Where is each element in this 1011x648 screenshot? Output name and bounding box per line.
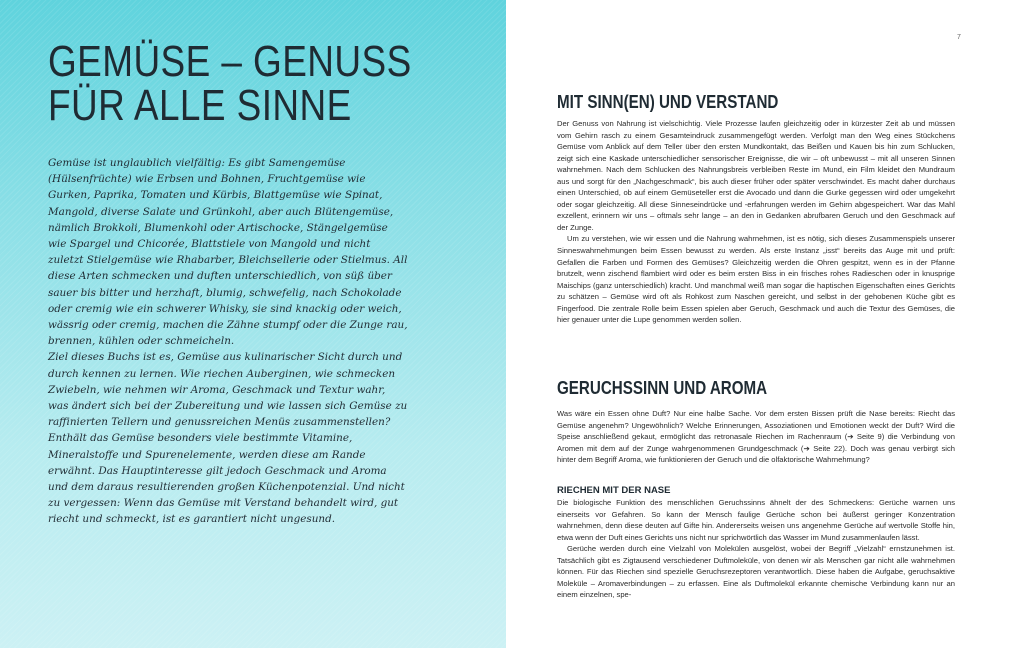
- right-page: [506, 0, 1011, 648]
- section-body-sinnen: [557, 118, 955, 326]
- subsection-body-riechen: [557, 497, 955, 601]
- body-paragraph: Die biologische Funktion des menschlichen Geruchssinns ähnelt der des Schmeckens: Gerüche warnen uns einerseits vor Gefahren. So kann der Mensch faulige Gerüche schon bei äußerst geringer Konzentration wahrnehmen, denn diese deuten auf Gifte hin. Andererseits weisen uns angenehme Gerüche auf wertvolle Stoffe hin, etwa wenn der Duft eines Gerichts uns nicht nur sprichwörtlich das Wasser im Mund zusammenlaufen lässt.: [557, 498, 955, 542]
- intro-paragraph-2: Ziel dieses Buchs ist es, Gemüse aus kulinarischer Sicht durch und durch kennen zu lernen. Wie riechen Auberginen, wie schmecken Zwiebeln, wie nehmen wir Aroma, Geschmack und Textur wahr, was ändert sich bei der Zubereitung und wie lassen sich Gemüse zu raffinierten Tellern und genussreichen Menüs zusammenstellen? Enthält das Gemüse besonders viele bestimmte Vitamine, Mineralstoffe und Spurenelemente, werden diese am Rande erwähnt. Das Hauptinteresse gilt jedoch Geschmack und Aroma und dem daraus resultierenden großen Küchenpotenzial. Und nicht zu vergessen: Wenn das Gemüse mit Verstand behandelt wird, gut riecht und schmeckt, ist es garantiert nicht ungesund.: [48, 351, 408, 526]
- chapter-title-line-2: FÜR ALLE SINNE: [48, 81, 352, 130]
- body-paragraph: Der Genuss von Nahrung ist vielschichtig. Viele Prozesse laufen gleichzeitig oder in kürzester Zeit ab und müssen vom Gehirn rasch zu einem Gesamteindruck zusammengefügt werden. Verfolgt man den Weg eines Stückchens Gemüse vom Anblick auf dem Teller über den ersten Mundkontakt, das Beißen und Kauen bis hin zum Schlucken, zeigt sich eine Kaskade unterschiedlicher sensorischer Ereignisse, die wir – oft unbewusst – mit all unseren Sinnen wahrnehmen. Nach dem Schlucken des Nahrungsbreis verbleiben Reste im Mund, ein Film kleidet den Mundraum aus und sorgt für den „Nachgeschmack“, bis auch dieser früher oder später verschwindet. Es macht daher durchaus einen Unterschied, ob auf einem Gemüseteller erst die Avocado und dann die Gurke gegessen wird oder umgekehrt oder sogar gleichzeitig. All diese Sinneseindrücke und -erfahrungen werden im Gehirn abgespeichert. War das Mahl exzellent, erinnern wir uns – oftmals sehr lange – an den in Gedanken abrufbaren Geruch und den Geschmack auf der Zunge.: [557, 119, 955, 232]
- body-paragraph: Um zu verstehen, wie wir essen und die Nahrung wahrnehmen, ist es nötig, sich dieses Zusammenspiels unserer Sinneswahrnehmungen beim Essen bewusst zu werden. Als erste Instanz „isst“ bereits das Auge mit und prüft: Gefallen die Farben und Formen des Gemüses? Gleichzeitig werden die Ohren gespitzt, wenn es in der Pfanne brutzelt, wenn zischend flambiert wird oder es beim ersten Biss in ein frisches rohes Radieschen oder in knusprige Maischips (ganz unterschiedlich) kracht. Und manchmal weiß man sogar die haptischen Eigenschaften eines Gerichts zu schätzen – Gemüse wird oft als Rohkost zum Naschen gereicht, und selbst in der gehobenen Küche gibt es Fingerfood. Die zentrale Rolle beim Essen spielen aber Geruch, Geschmack und auch die Textur des Gemüses, die hier genauer unter die Lupe genommen werden sollen.: [557, 234, 955, 325]
- section-heading-geruchssinn: GERUCHSSINN UND AROMA: [557, 377, 768, 398]
- section-heading-sinnen: MIT SINN(EN) UND VERSTAND: [557, 91, 779, 112]
- chapter-title: [48, 37, 418, 130]
- subheading-riechen: RIECHEN MIT DER NASE: [557, 485, 671, 496]
- intro-text: [48, 155, 408, 528]
- body-paragraph: Was wäre ein Essen ohne Duft? Nur eine halbe Sache. Vor dem ersten Bissen prüft die Nase bereits: Riecht das Gemüse angenehm? Ungewöhnlich? Welche Erinnerungen, Assoziationen und Emotionen weckt der Duft? Wird die Speise anschließend gekaut, ermöglicht das retronasale Riechen im Rachenraum (➔ Seite 9) die Verbindung von Aromen mit dem auf der Zunge wahrgenommenen Grundgeschmack (➔ Seite 22). Doch was genau verbirgt sich hinter dem Begriff Aroma, wie funktionieren der Geruch und die olfaktorische Wahrnehmung?: [557, 409, 955, 465]
- section-body-geruchssinn: [557, 408, 955, 466]
- page-number: 7: [957, 34, 961, 41]
- intro-paragraph-1: Gemüse ist unglaublich vielfältig: Es gibt Samengemüse (Hülsenfrüchte) wie Erbsen und Bohnen, Fruchtgemüse wie Gurken, Paprika, Tomaten und Kürbis, Blattgemüse wie Spinat, Mangold, diverse Salate und Grünkohl, aber auch Blütengemüse, nämlich Brokkoli, Blumenkohl oder Artischocke, Stängelgemüse wie Spargel und Chicorée, Blattstiele von Mangold und nicht zuletzt Stielgemüse wie Rhabarber, Bleichsellerie oder Stielmus. All diese Arten schmecken und duften unterschiedlich, von süß über sauer bis bitter und herzhaft, blumig, schwefelig, nach Schokolade oder cremig wie ein schwerer Whisky, sie sind knackig oder weich, wässrig oder cremig, machen die Zähne stumpf oder die Zunge rau, brennen, kühlen oder schmeicheln.: [48, 157, 408, 348]
- chapter-title-line-1: GEMÜSE – GENUSS: [48, 37, 412, 86]
- body-paragraph: Gerüche werden durch eine Vielzahl von Molekülen ausgelöst, wobei der Begriff „Vielzahl“ ernstzunehmen ist. Tatsächlich gibt es Zigtausend verschiedener Duftmoleküle, von denen wir als Menschen gar nicht alle wahrnehmen können. Für das Riechen sind spezielle Geruchsrezeptoren verantwortlich. Diese haben die Aufgabe, geruchsaktive Moleküle – Aromaverbindungen – zu erfassen. Eine als Duftmolekül erkannte chemische Verbindung kann nur an einem einzelnen, spe-: [557, 544, 955, 600]
